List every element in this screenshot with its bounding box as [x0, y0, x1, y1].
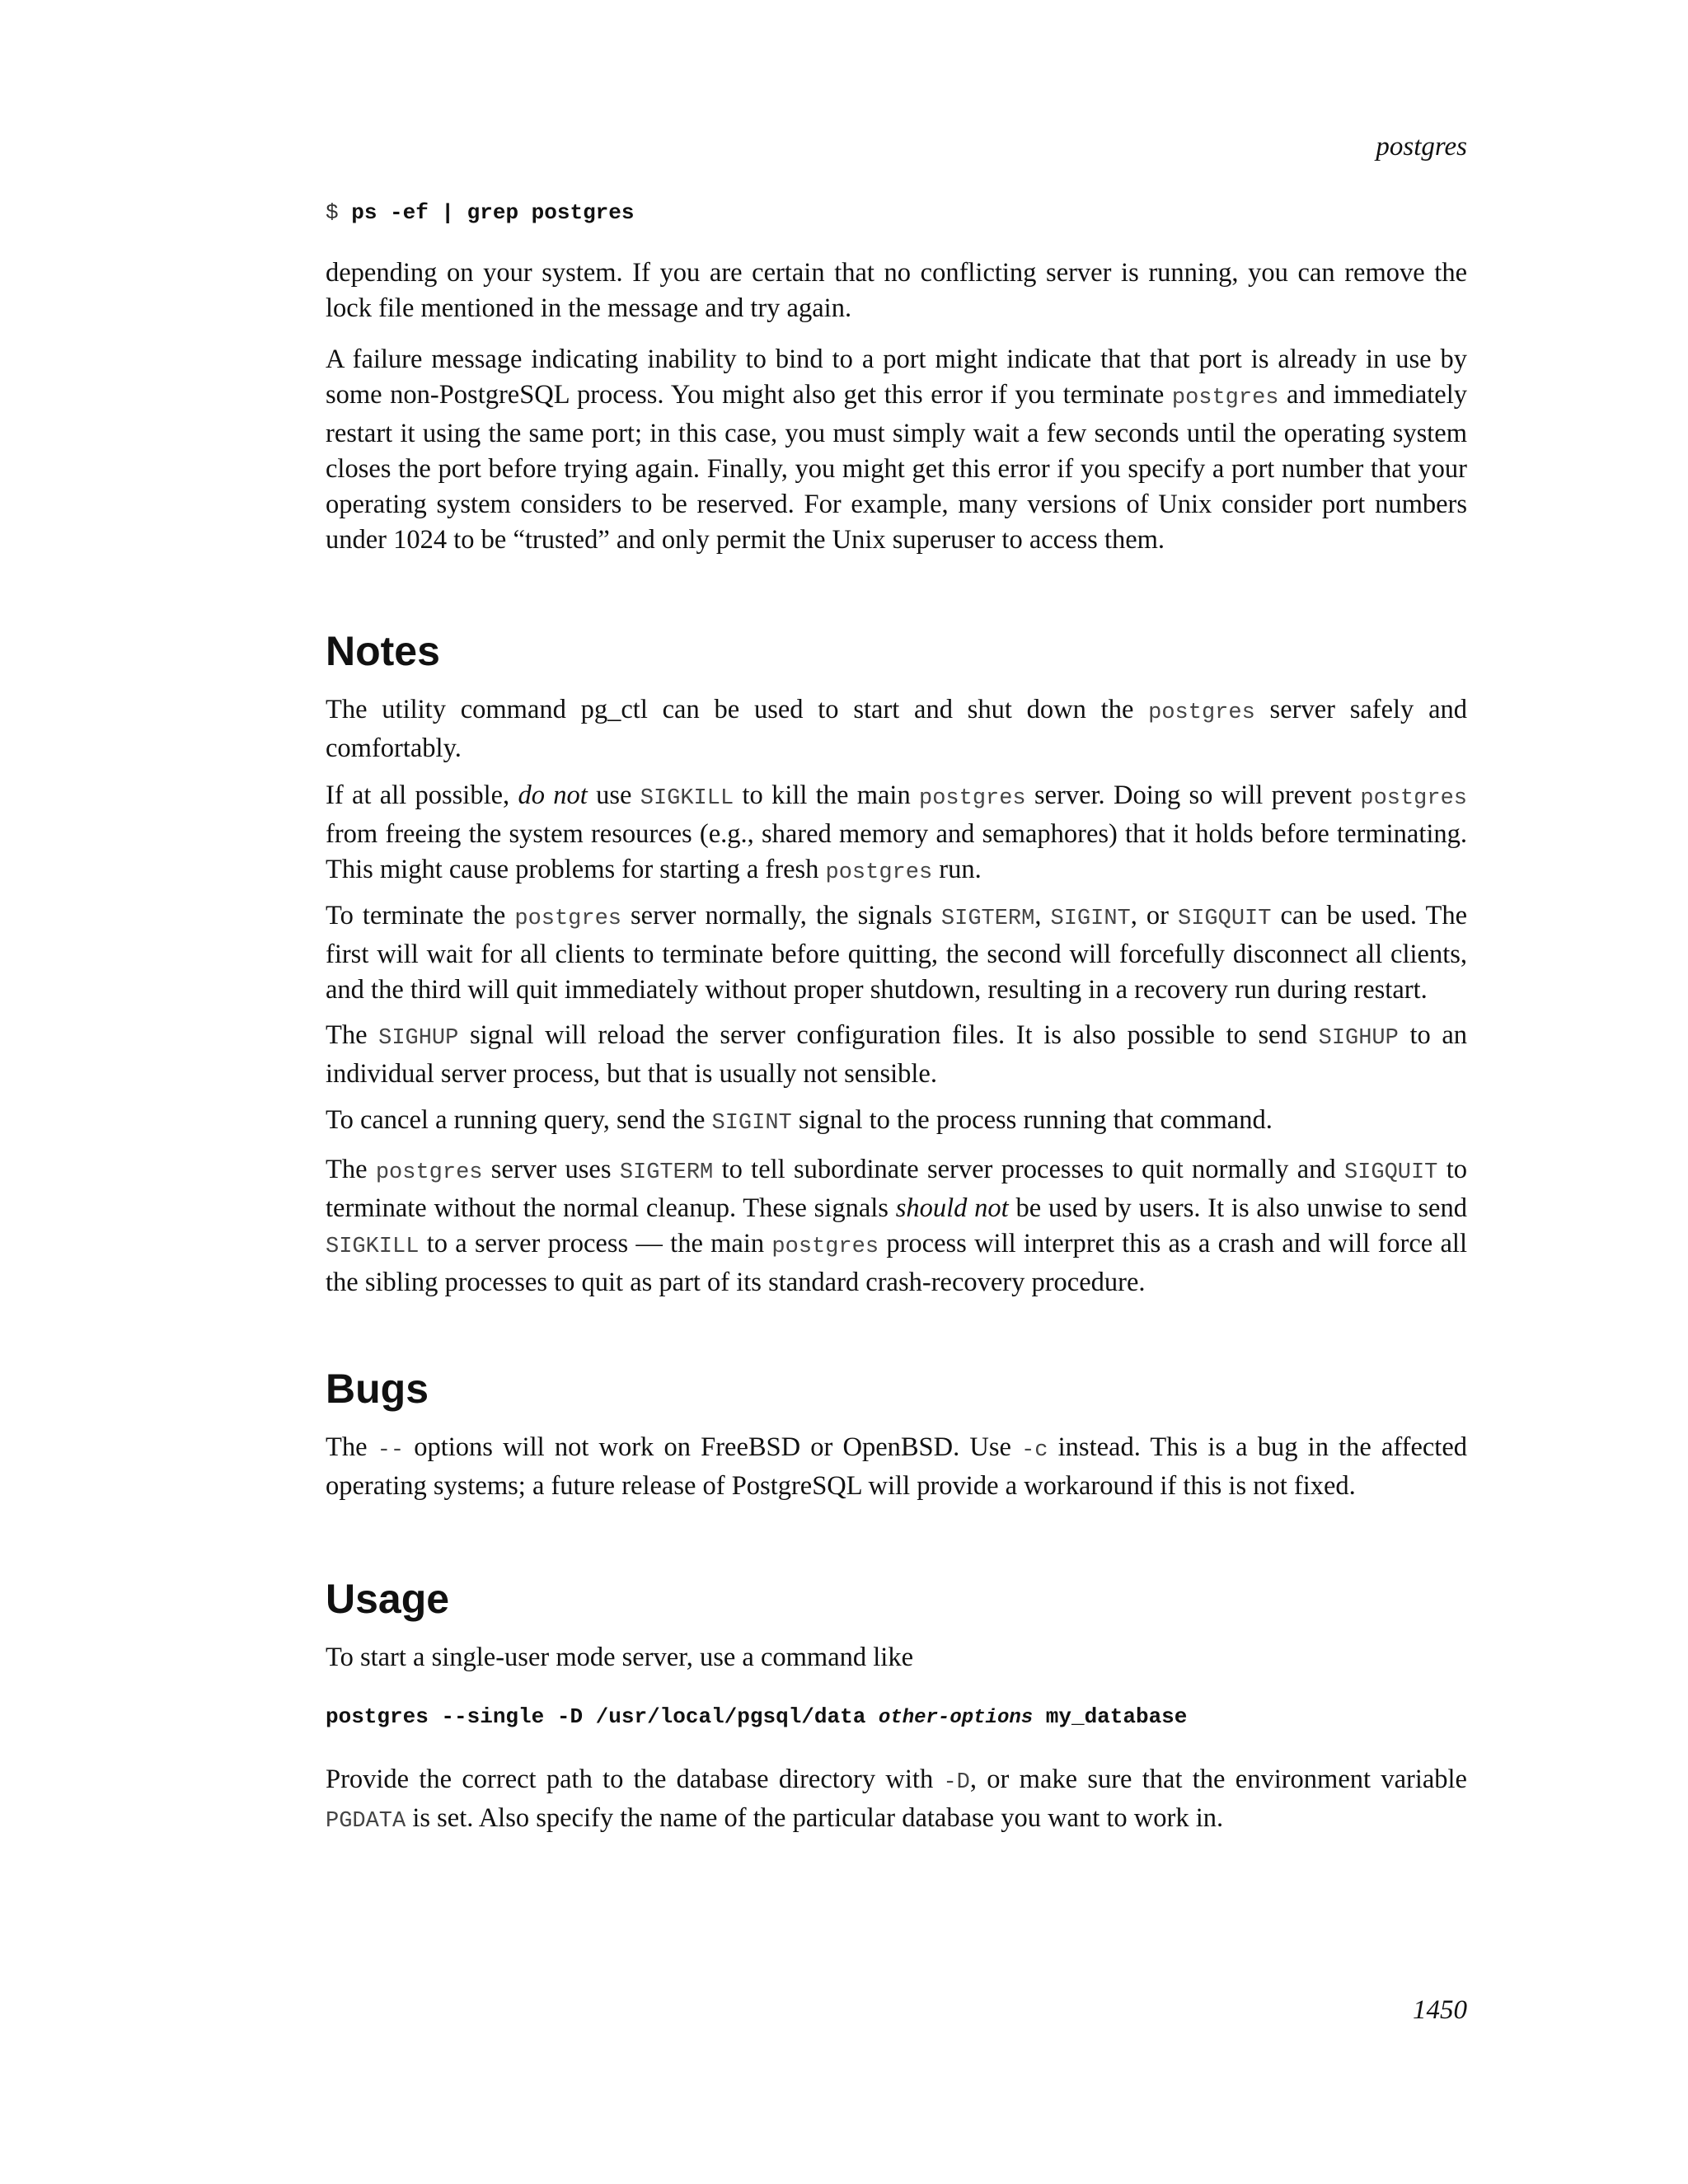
inline-code: SIGTERM	[619, 1160, 714, 1185]
notes-paragraph-3: To terminate the postgres server normally, the signals SIGTERM, SIGINT, or SIGQUIT can be used. The first will wait for all clients to terminate before quitting, the second will forcefully disconnect all clients, and the third will quit immediately without proper shutdown, resulting in a recovery run during restart.	[326, 901, 1468, 1005]
notes-paragraph-6: The postgres server uses SIGTERM to tell subordinate server processes to quit normally and SIGQUIT to terminate without the normal cleanup. These signals should not be used by users. It is also unwise to send SIGKILL to a server process — the main postgres process will interpret this as a crash and will force all the sibling processes to quit as part of its standard crash-recovery procedure.	[326, 1155, 1467, 1297]
inline-code: SIGKILL	[640, 786, 734, 811]
emphasis: should not	[895, 1193, 1009, 1223]
section-heading-notes: Notes	[326, 628, 440, 674]
inline-code: postgres	[919, 786, 1026, 811]
notes-section	[326, 626, 1467, 676]
bugs-section	[326, 1364, 1467, 1413]
inline-code: -c	[1021, 1438, 1048, 1463]
placeholder-argument: other-options	[878, 1707, 1034, 1729]
notes-paragraph-5: To cancel a running query, send the SIGINT signal to the process running that command.	[326, 1105, 1273, 1136]
inline-code: postgres	[1148, 701, 1255, 725]
intro-paragraph-2: A failure message indicating inability to bind to a port might indicate that that port is already in use by some non-PostgreSQL process. You might also get this error if you terminate postgres and immediately restart it using the same port; in this case, you must simply wait a few seconds until the operating system closes the port before trying again. Finally, you might get this error if you specify a port number that your operating system considers to be reserved. For example, many versions of Unix consider port numbers under 1024 to be “trusted” and only permit the Unix superuser to access them.	[326, 344, 1467, 555]
single-user-command: postgres --single -D /usr/local/pgsql/data other-options my_database	[326, 1704, 1188, 1729]
inline-code: SIGINT	[1050, 907, 1131, 931]
bugs-paragraph-1: The -- options will not work on FreeBSD or OpenBSD. Use -c instead. This is a bug in the affected operating systems; a future release of PostgreSQL will provide a workaround if this is not fixed.	[326, 1432, 1468, 1501]
inline-code: SIGHUP	[1318, 1026, 1399, 1051]
usage-section	[326, 1574, 1467, 1624]
inline-code: postgres	[1360, 786, 1467, 811]
page-number: 1450	[1413, 1995, 1467, 2025]
notes-paragraph-1: The utility command pg_ctl can be used to start and shut down the postgres server safely and comfortably.	[326, 695, 1467, 763]
inline-code: SIGTERM	[940, 907, 1035, 931]
shell-prompt: $	[326, 200, 339, 225]
section-heading-bugs: Bugs	[326, 1366, 429, 1412]
inline-code: PGDATA	[326, 1809, 406, 1834]
inline-code: postgres	[375, 1160, 483, 1185]
code-block-ps	[326, 198, 1467, 227]
notes-paragraph-4: The SIGHUP signal will reload the server configuration files. It is also possible to send SIGHUP to an individual server process, but that is usually not sensible.	[326, 1020, 1467, 1089]
command-text: ps -ef | grep postgres	[351, 200, 635, 225]
section-heading-usage: Usage	[326, 1576, 450, 1622]
code-block-single-user	[326, 1702, 1467, 1733]
inline-code: SIGQUIT	[1343, 1160, 1438, 1185]
usage-paragraph-2: Provide the correct path to the database directory with -D, or make sure that the environment variable PGDATA is set. Also specify the name of the particular database you want to work in.	[326, 1765, 1467, 1834]
notes-paragraph-2: If at all possible, do not use SIGKILL to kill the main postgres server. Doing so will prevent postgres from freeing the system resources (e.g., shared memory and semaphores) that it holds before terminating. This might cause problems for starting a fresh postgres run.	[326, 780, 1467, 885]
document-page	[326, 0, 1467, 2184]
inline-code: postgres	[771, 1235, 879, 1259]
emphasis: do not	[518, 780, 588, 810]
running-header: postgres	[1376, 132, 1467, 162]
shell-command	[326, 198, 1467, 227]
inline-code: SIGHUP	[378, 1026, 459, 1051]
inline-code: SIGINT	[711, 1111, 792, 1136]
inline-code: postgres	[1171, 386, 1279, 410]
inline-code: -D	[943, 1770, 970, 1795]
inline-code: --	[377, 1438, 405, 1463]
usage-paragraph-1: To start a single-user mode server, use a command like	[326, 1643, 914, 1672]
intro-paragraph-1: depending on your system. If you are certain that no conflicting server is running, you can remove the lock file mentioned in the message and try again.	[326, 258, 1467, 323]
inline-code: postgres	[514, 907, 621, 931]
inline-code: SIGQUIT	[1178, 907, 1272, 931]
inline-code: SIGKILL	[326, 1235, 420, 1259]
inline-code: postgres	[825, 860, 933, 885]
